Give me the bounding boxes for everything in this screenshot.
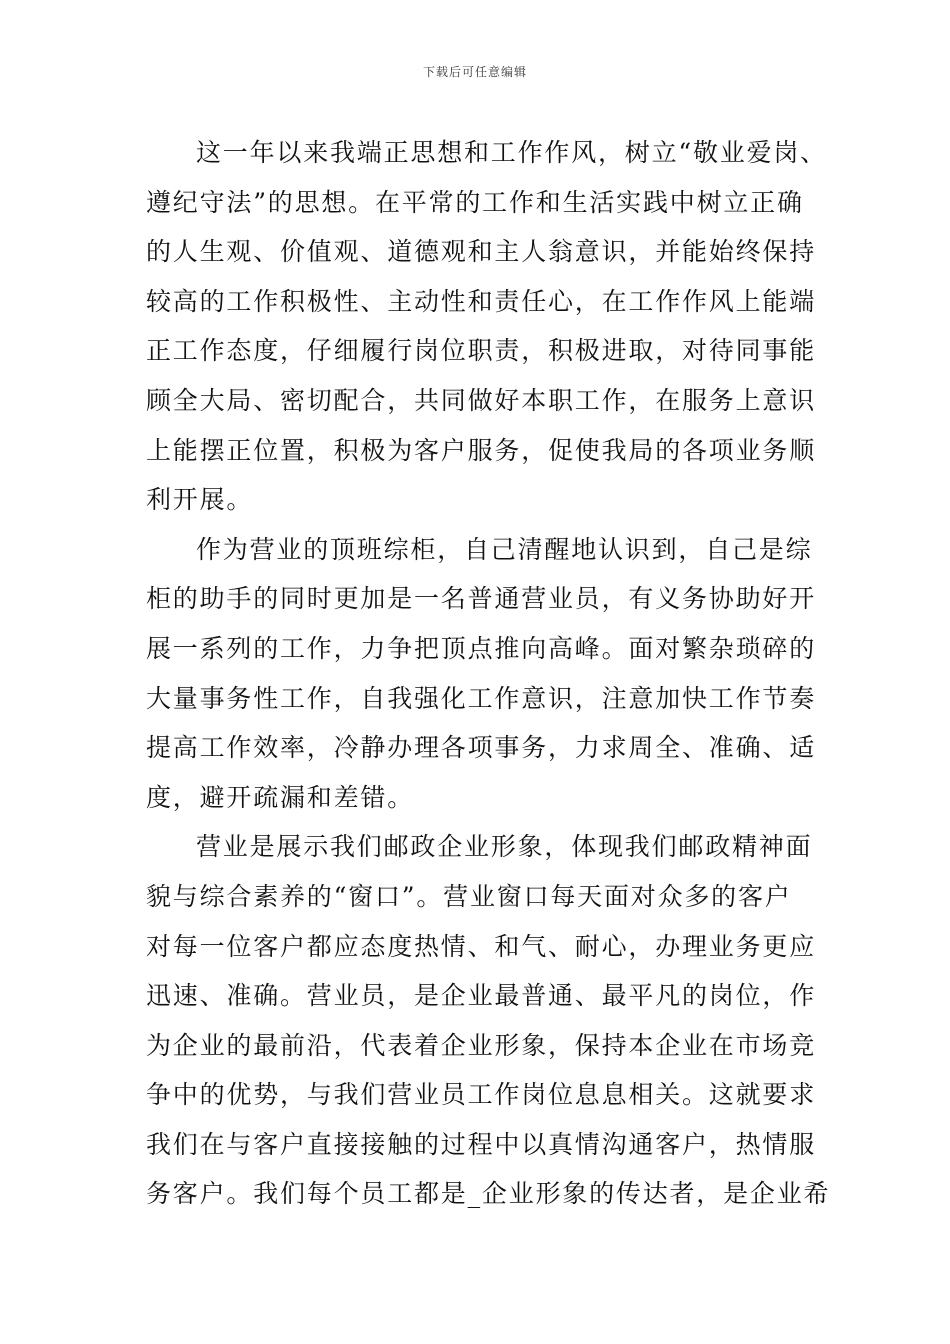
- text-line: 作为营业的顶班综柜，自己清醒地认识到，自己是综: [196, 534, 813, 564]
- text-line: 顾全大局、密切配合，共同做好本职工作，在服务上意识: [146, 385, 817, 415]
- text-line: 貌与综合素养的“窗口”。营业窗口每天面对众多的客户: [146, 881, 792, 911]
- text-line: 我们在与客户直接接触的过程中以真情沟通客户，热情服: [146, 1129, 817, 1159]
- text-line: 利开展。: [146, 485, 254, 515]
- text-line: 正工作态度，仔细履行岗位职责，积极进取，对待同事能: [146, 336, 817, 366]
- text-line: 上能摆正位置，积极为客户服务，促使我局的各项业务顺: [146, 435, 817, 465]
- text-line: 度，避开疏漏和差错。: [146, 782, 415, 812]
- text-line: 争中的优势，与我们营业员工作岗位息息相关。这就要求: [146, 1080, 817, 1110]
- text-line: 为企业的最前沿，代表着企业形象，保持本企业在市场竞: [146, 1030, 817, 1060]
- text-line: 的人生观、价值观、道德观和主人翁意识，并能始终保持: [146, 237, 817, 267]
- paragraph-3: [146, 822, 831, 1219]
- text-line: 提高工作效率，冷静办理各项事务，力求周全、准确、适: [146, 733, 817, 763]
- paragraph-2: [146, 525, 817, 823]
- text-line: 大量事务性工作，自我强化工作意识，注意加快工作节奏: [146, 683, 817, 713]
- text-line: 柜的助手的同时更加是一名普通营业员，有义务协助好开: [146, 584, 817, 614]
- text-line: 遵纪守法”的思想。在平常的工作和生活实践中树立正确: [146, 187, 804, 217]
- text-line: 务客户。我们每个员工都是_企业形象的传达者，是企业希: [146, 1179, 831, 1209]
- document-body: [146, 128, 831, 1219]
- text-line: 营业是展示我们邮政企业形象，体现我们邮政精神面: [196, 832, 813, 862]
- text-line: 较高的工作积极性、主动性和责任心，在工作作风上能端: [146, 286, 817, 316]
- text-line: 这一年以来我端正思想和工作作风，树立“敬业爱岗、: [196, 138, 827, 167]
- text-line: 展一系列的工作，力争把顶点推向高峰。面对繁杂琐碎的: [146, 633, 817, 663]
- paragraph-1: [146, 128, 827, 525]
- text-line: 迅速、准确。营业员，是企业最普通、最平凡的岗位，作: [146, 981, 817, 1011]
- page-header: 下载后可任意编辑: [422, 65, 527, 79]
- text-line: 对每一位客户都应态度热情、和气、耐心，办理业务更应: [146, 931, 817, 961]
